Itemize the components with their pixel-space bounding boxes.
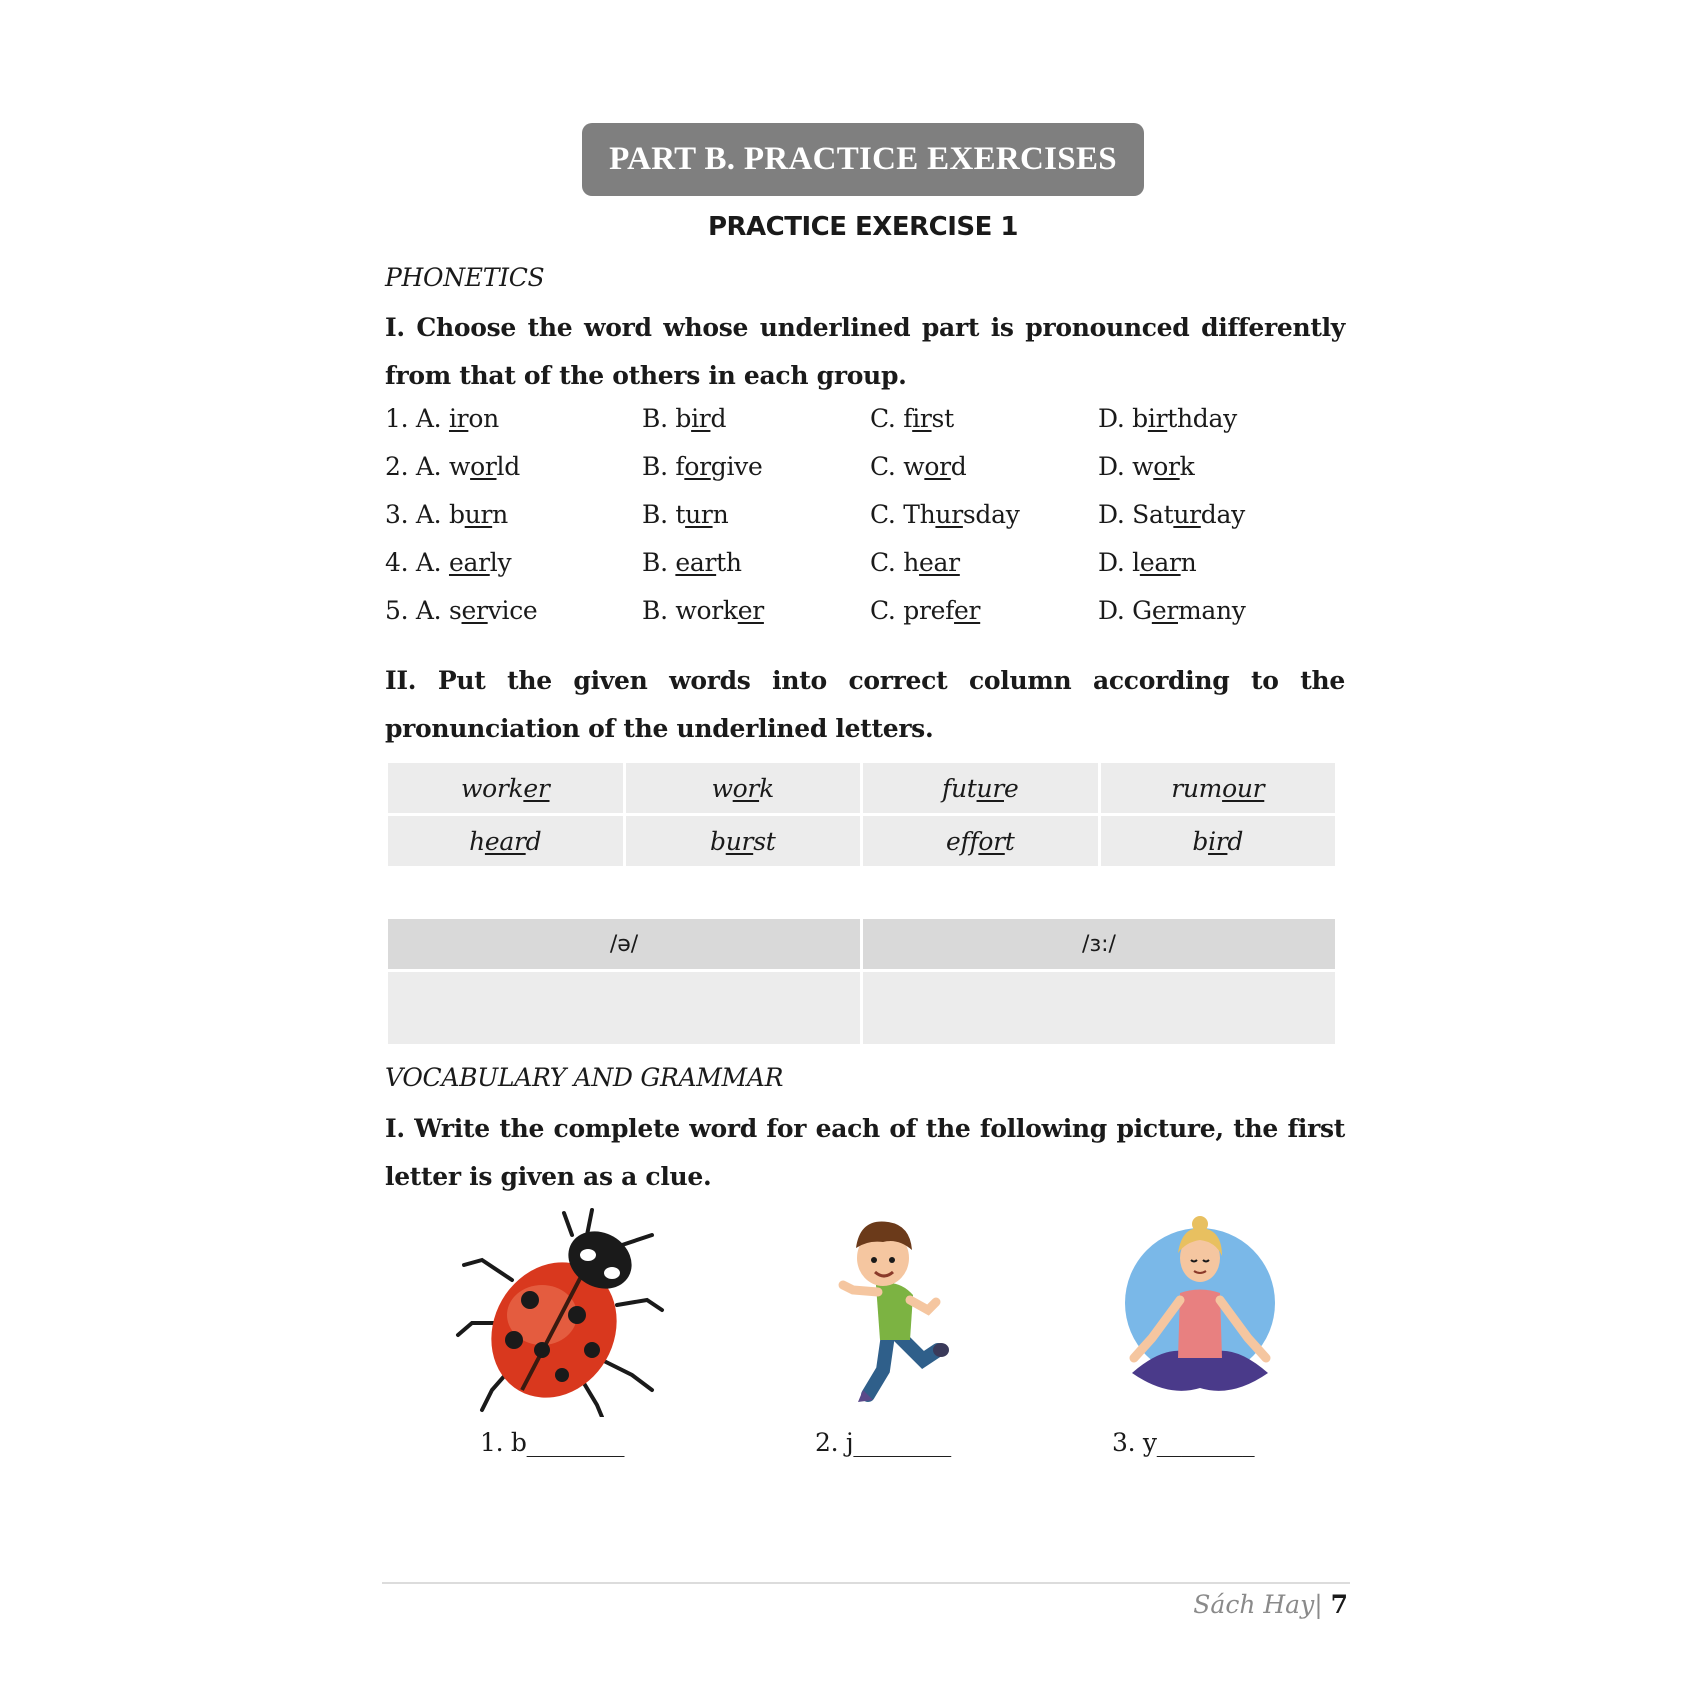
- word-bank-cell[interactable]: burst: [626, 816, 861, 866]
- question-4-option-a[interactable]: 4. A. early: [385, 548, 512, 577]
- question-3-option-a[interactable]: 3. A. burn: [385, 500, 508, 529]
- vocab-heading: VOCABULARY AND GRAMMAR: [385, 1063, 784, 1092]
- option-letter: C.: [870, 404, 904, 433]
- question-1-option-a[interactable]: 1. A. iron: [385, 404, 499, 433]
- question-number: 1.: [385, 404, 409, 433]
- word-bank-table: [385, 760, 1338, 869]
- question-5-option-a[interactable]: 5. A. service: [385, 596, 538, 625]
- column-schwa: /ə/: [388, 919, 860, 969]
- option-letter: D.: [1098, 548, 1133, 577]
- question-number: 5.: [385, 596, 409, 625]
- vocab-instruction: I. Write the complete word for each of the following picture, the first letter is given as a clue.: [385, 1114, 1345, 1191]
- phonetics-heading: PHONETICS: [385, 263, 545, 292]
- option-letter: D.: [1098, 404, 1133, 433]
- question-2-option-c[interactable]: C. word: [870, 452, 967, 481]
- page-footer: [1193, 1590, 1348, 1619]
- option-letter: B.: [642, 596, 676, 625]
- answer-cell-er[interactable]: [863, 972, 1335, 1044]
- question-number: 2.: [385, 452, 409, 481]
- word-bank-cell[interactable]: effort: [863, 816, 1098, 866]
- word-bank-cell[interactable]: work: [626, 763, 861, 813]
- question-5-option-b[interactable]: B. worker: [642, 596, 764, 625]
- question-4-option-d[interactable]: D. learn: [1098, 548, 1197, 577]
- option-letter: D.: [1098, 500, 1133, 529]
- phonetics-task2-instruction: II. Put the given words into correct column according to the pronunciation of the underlined letters.: [385, 666, 1345, 743]
- picture-answer-3[interactable]: 3. y________: [1112, 1428, 1255, 1457]
- question-3-option-d[interactable]: D. Saturday: [1098, 500, 1245, 529]
- question-2-option-a[interactable]: 2. A. world: [385, 452, 520, 481]
- word-bank-cell[interactable]: worker: [388, 763, 623, 813]
- question-1-option-c[interactable]: C. first: [870, 404, 954, 433]
- question-3-option-b[interactable]: B. turn: [642, 500, 729, 529]
- question-3-option-c[interactable]: C. Thursday: [870, 500, 1020, 529]
- question-4-option-b[interactable]: B. earth: [642, 548, 742, 577]
- question-2-option-d[interactable]: D. work: [1098, 452, 1195, 481]
- option-letter: D.: [1098, 452, 1133, 481]
- option-letter: A.: [415, 452, 449, 481]
- option-letter: C.: [870, 596, 904, 625]
- question-1-option-d[interactable]: D. birthday: [1098, 404, 1237, 433]
- option-letter: B.: [642, 500, 676, 529]
- word-bank-row: [388, 763, 1335, 813]
- word-bank-cell[interactable]: rumour: [1101, 763, 1336, 813]
- question-number: 3.: [385, 500, 409, 529]
- option-letter: B.: [642, 452, 676, 481]
- option-letter: C.: [870, 452, 904, 481]
- option-letter: A.: [415, 500, 449, 529]
- ladybug-icon: [452, 1205, 668, 1417]
- picture-answer-1[interactable]: 1. b________: [480, 1428, 625, 1457]
- word-bank-cell[interactable]: future: [863, 763, 1098, 813]
- exercise-title: PRACTICE EXERCISE 1: [707, 212, 1019, 242]
- option-letter: B.: [642, 404, 676, 433]
- pronunciation-table: [385, 916, 1338, 1047]
- part-banner: PART B. PRACTICE EXERCISES: [582, 123, 1144, 196]
- option-letter: B.: [642, 548, 676, 577]
- option-letter: D.: [1098, 596, 1133, 625]
- question-5-option-c[interactable]: C. prefer: [870, 596, 981, 625]
- yoga-woman-icon: [1112, 1208, 1287, 1408]
- phonetics-task1-instruction: I. Choose the word whose underlined part is pronounced differently from that of the others in each group.: [385, 313, 1345, 390]
- option-letter: C.: [870, 500, 904, 529]
- question-5-option-d[interactable]: D. Germany: [1098, 596, 1246, 625]
- word-bank-cell[interactable]: heard: [388, 816, 623, 866]
- question-number: 4.: [385, 548, 409, 577]
- footer-divider: [382, 1582, 1350, 1584]
- question-4-option-c[interactable]: C. hear: [870, 548, 960, 577]
- picture-answer-2[interactable]: 2. j________: [815, 1428, 951, 1457]
- running-boy-icon: [828, 1210, 958, 1410]
- option-letter: A.: [415, 548, 449, 577]
- option-letter: A.: [415, 404, 449, 433]
- word-bank-row: [388, 816, 1335, 866]
- page-number: 7: [1330, 1590, 1348, 1619]
- word-bank-cell[interactable]: bird: [1101, 816, 1336, 866]
- answer-cell-schwa[interactable]: [388, 972, 860, 1044]
- option-letter: C.: [870, 548, 904, 577]
- column-er: /ɜ:/: [863, 919, 1335, 969]
- option-letter: A.: [415, 596, 449, 625]
- footer-separator: |: [1314, 1590, 1323, 1619]
- question-2-option-b[interactable]: B. forgive: [642, 452, 763, 481]
- question-1-option-b[interactable]: B. bird: [642, 404, 727, 433]
- footer-brand: Sách Hay: [1193, 1590, 1315, 1619]
